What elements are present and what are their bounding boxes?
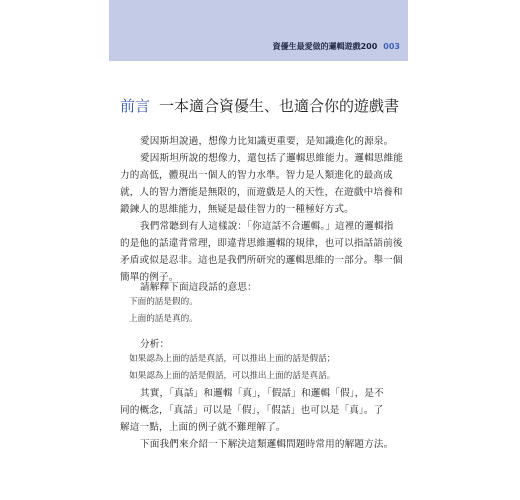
quote-line: 如果認為上面的話是假話，可以推出上面的話是真話。: [129, 371, 336, 381]
example-quote: [120, 294, 198, 328]
chapter-label: 前言: [120, 97, 151, 115]
paragraph-line: 解這一點，上面的例子就不難理解了。: [120, 422, 286, 433]
paragraph-line: 愛因斯坦說過，想像力比知識更重要，是知識進化的源泉。: [140, 136, 394, 147]
paragraph-line: 其實，「真話」和邏輯「真」，「假話」和邏輯「假」，是不: [140, 388, 384, 399]
paragraph-line: 矛盾或似是忍非。這也是我們所研究的邏輯思維的一部分。舉一個: [120, 255, 403, 266]
paragraph-line: 同的概念，「真話」可以是「假」，「假話」也可以是「真」。了: [120, 405, 384, 416]
paragraph-line: 簡單的例子。: [120, 272, 179, 283]
chapter-heading: [120, 95, 399, 116]
quote-line: 上面的話是真的。: [129, 314, 198, 324]
page-number: 003: [383, 42, 400, 51]
quote-line: 下面的話是假的。: [129, 297, 198, 307]
analysis-quote: [120, 351, 335, 385]
paragraph-line: 就，人的智力潛能是無限的，而遊戲是人的天性，在遊戲中培養和: [120, 187, 403, 198]
analysis-label: 分析：: [140, 339, 170, 350]
paragraph-line: 鍛鍊人的思維能力，無疑是最佳智力的一種極好方式。: [120, 204, 354, 215]
paragraph-line: 下面我們來介紹一下解決這類邏輯問題時常用的解題方法。: [140, 439, 394, 450]
paragraph-line: 我們常聽到有人這樣說：「你這話不合邏輯。」這裡的邏輯指: [140, 221, 394, 232]
chapter-title: 一本適合資優生、也適合你的遊戲書: [159, 97, 400, 115]
header-band: [109, 0, 408, 61]
paragraph-line: 力的高低，體現出一個人的智力水準。智力是人類進化的最高成: [120, 170, 393, 181]
example-prompt: 請解釋下面這段話的意思：: [140, 282, 257, 293]
conclusion-text: [120, 385, 408, 453]
paragraph-line: 愛因斯坦所說的想像力，還包括了邏輯思維能力。邏輯思維能: [140, 153, 404, 164]
paragraph-line: 的是他的話違背常理，即違背思維邏輯的規律，也可以指話語前後: [120, 238, 403, 249]
intro-text: [120, 133, 408, 286]
quote-line: 如果認為上面的話是真話，可以推出上面的話是假話；: [129, 354, 336, 364]
book-title: 資優生最愛做的邏輯遊戲200: [272, 42, 378, 51]
running-header: [109, 41, 400, 52]
